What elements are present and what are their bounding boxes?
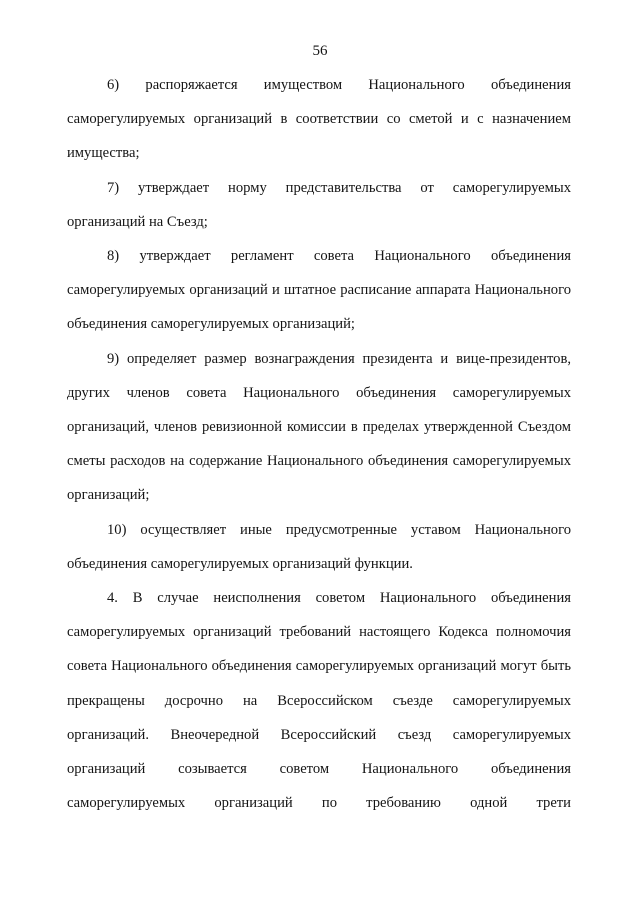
body-text (67, 68, 571, 820)
page-number: 56 (312, 43, 328, 59)
paragraph-section-4: 4. В случае неисполнения советом Национального объединения саморегулируемых организаций требований настоящего Кодекса полномочия совета Национального объединения саморегулируемых организаций могут быть прекращены досрочно на Всероссийском съезде саморегулируемых организаций. Внеочередной Всероссийский съезд саморегулируемых организаций созывается советом Национального объединения саморегулируемых организаций по требованию одной трети (67, 590, 571, 812)
paragraph-item-6: 6) распоряжается имуществом Национального объединения саморегулируемых организаций в соответствии со сметой и с назначением имущества; (67, 77, 571, 162)
paragraph-item-9: 9) определяет размер вознаграждения президента и вице-президентов, других членов совета Национального объединения саморегулируемых организаций, членов ревизионной комиссии в пределах утвержденной Съездом сметы расходов на содержание Национального объединения саморегулируемых организаций; (67, 350, 571, 504)
paragraph-item-10: 10) осуществляет иные предусмотренные уставом Национального объединения саморегулируемых организаций функции. (67, 521, 571, 572)
paragraph-item-8: 8) утверждает регламент совета Национального объединения саморегулируемых организаций и штатное расписание аппарата Национального объединения саморегулируемых организаций; (67, 248, 571, 333)
paragraph-item-7: 7) утверждает норму представительства от саморегулируемых организаций на Съезд; (67, 179, 571, 230)
